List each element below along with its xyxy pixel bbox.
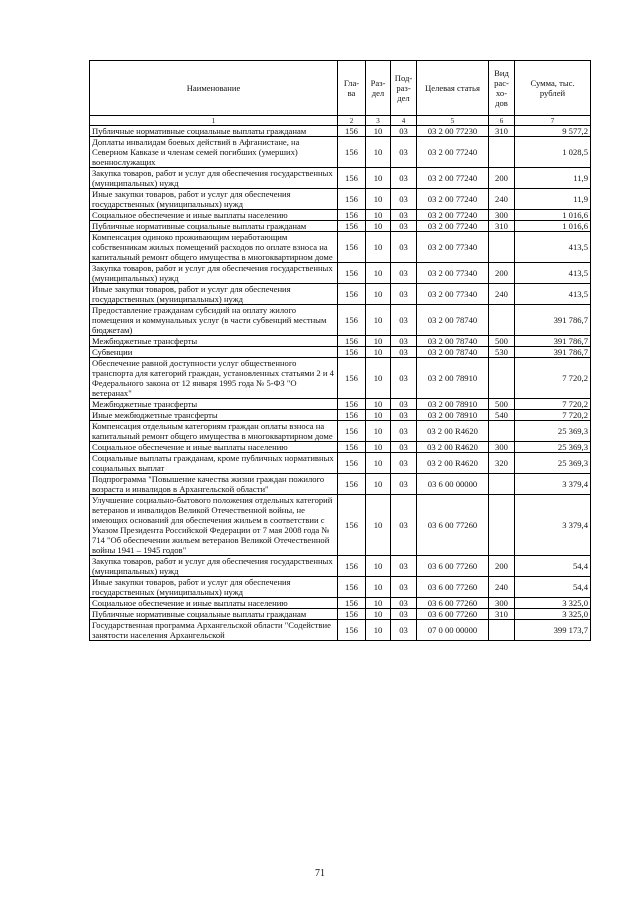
cell-razdel: 10 [366,442,391,453]
column-number: 5 [417,116,489,126]
cell-sum: 413,5 [515,284,591,305]
cell-name: Предоставление гражданам субсидий на оплату жилого помещения и коммунальных услуг (в части субвенций местным бюджетам) [90,305,338,336]
cell-glava: 156 [338,263,366,284]
cell-expense-type: 200 [489,263,515,284]
table-row [90,168,591,189]
cell-sum: 391 786,7 [515,347,591,358]
table-row [90,358,591,399]
cell-sum: 25 369,3 [515,421,591,442]
cell-sum: 7 720,2 [515,399,591,410]
cell-name: Компенсация одиноко проживающим неработающим собственникам жилых помещений расходов по оплате взноса на капитальный ремонт общего имущества в многоквартирном доме [90,232,338,263]
cell-glava: 156 [338,399,366,410]
table-row [90,210,591,221]
cell-name: Социальное обеспечение и иные выплаты населению [90,442,338,453]
cell-glava: 156 [338,210,366,221]
cell-expense-type [489,305,515,336]
cell-expense-type: 300 [489,442,515,453]
cell-expense-type: 200 [489,168,515,189]
cell-name: Обеспечение равной доступности услуг общественного транспорта для категорий граждан, установленных статьями 2 и 4 Федерального закона от 12 января 1995 года № 5-ФЗ "О ветеранах" [90,358,338,399]
cell-razdel: 10 [366,210,391,221]
cell-name: Закупка товаров, работ и услуг для обеспечения государственных (муниципальных) нужд [90,556,338,577]
cell-podrazdel: 03 [391,556,417,577]
cell-expense-type: 320 [489,453,515,474]
cell-razdel: 10 [366,284,391,305]
table-row [90,137,591,168]
cell-podrazdel: 03 [391,620,417,641]
cell-razdel: 10 [366,399,391,410]
column-number: 2 [338,116,366,126]
table-body [90,126,591,641]
cell-sum: 11,9 [515,168,591,189]
cell-podrazdel: 03 [391,263,417,284]
cell-razdel: 10 [366,263,391,284]
cell-podrazdel: 03 [391,221,417,232]
column-number: 7 [515,116,591,126]
cell-razdel: 10 [366,620,391,641]
cell-glava: 156 [338,347,366,358]
cell-podrazdel: 03 [391,336,417,347]
cell-sum: 7 720,2 [515,358,591,399]
budget-table [89,60,591,641]
cell-glava: 156 [338,453,366,474]
table-row [90,495,591,556]
cell-name: Межбюджетные трансферты [90,336,338,347]
cell-glava: 156 [338,556,366,577]
header-expense-type: Вид рас-хо-дов [489,61,515,116]
cell-podrazdel: 03 [391,137,417,168]
cell-glava: 156 [338,442,366,453]
cell-glava: 156 [338,620,366,641]
cell-target: 03 2 00 78740 [417,347,489,358]
cell-sum: 54,4 [515,577,591,598]
cell-name: Подпрограмма "Повышение качества жизни граждан пожилого возраста и инвалидов в Архангельской области" [90,474,338,495]
table-row [90,609,591,620]
cell-sum: 399 173,7 [515,620,591,641]
cell-expense-type: 240 [489,284,515,305]
column-number: 3 [366,116,391,126]
table-row [90,221,591,232]
cell-name: Закупка товаров, работ и услуг для обеспечения государственных (муниципальных) нужд [90,168,338,189]
cell-podrazdel: 03 [391,421,417,442]
cell-sum: 54,4 [515,556,591,577]
cell-razdel: 10 [366,421,391,442]
cell-podrazdel: 03 [391,232,417,263]
cell-podrazdel: 03 [391,305,417,336]
column-number: 1 [90,116,338,126]
cell-podrazdel: 03 [391,577,417,598]
cell-glava: 156 [338,189,366,210]
cell-sum: 1 028,5 [515,137,591,168]
table-header-row [90,61,591,116]
cell-podrazdel: 03 [391,609,417,620]
cell-target: 03 6 00 00000 [417,474,489,495]
cell-podrazdel: 03 [391,189,417,210]
cell-razdel: 10 [366,495,391,556]
cell-sum: 3 379,4 [515,495,591,556]
table-row [90,598,591,609]
cell-sum: 25 369,3 [515,442,591,453]
cell-razdel: 10 [366,358,391,399]
cell-expense-type [489,421,515,442]
cell-glava: 156 [338,495,366,556]
table-row [90,620,591,641]
cell-target: 03 2 00 78910 [417,410,489,421]
cell-razdel: 10 [366,556,391,577]
cell-razdel: 10 [366,336,391,347]
cell-razdel: 10 [366,347,391,358]
cell-sum: 413,5 [515,232,591,263]
cell-name: Иные закупки товаров, работ и услуг для обеспечения государственных (муниципальных) нужд [90,577,338,598]
table-row [90,284,591,305]
cell-name: Закупка товаров, работ и услуг для обеспечения государственных (муниципальных) нужд [90,263,338,284]
cell-expense-type: 310 [489,221,515,232]
cell-razdel: 10 [366,453,391,474]
cell-expense-type: 300 [489,210,515,221]
cell-sum: 391 786,7 [515,336,591,347]
cell-target: 03 2 00 77240 [417,168,489,189]
cell-razdel: 10 [366,305,391,336]
cell-expense-type [489,495,515,556]
cell-target: 03 2 00 R4620 [417,453,489,474]
cell-name: Публичные нормативные социальные выплаты гражданам [90,609,338,620]
cell-name: Улучшение социально-бытового положения отдельных категорий ветеранов и инвалидов Великой Отечественной войны, не имеющих оснований для обеспечения жильем в соответствии с Указом Президента Российской Федерации от 7 мая 2008 года № 714 "Об обеспечении жильем ветеранов Великой Отечественной войны 1941 – 1945 годов" [90,495,338,556]
column-number: 6 [489,116,515,126]
cell-expense-type [489,232,515,263]
cell-razdel: 10 [366,232,391,263]
table-row [90,305,591,336]
cell-target: 07 0 00 00000 [417,620,489,641]
cell-razdel: 10 [366,410,391,421]
cell-glava: 156 [338,305,366,336]
cell-glava: 156 [338,126,366,137]
cell-razdel: 10 [366,474,391,495]
cell-expense-type: 500 [489,399,515,410]
cell-expense-type: 200 [489,556,515,577]
cell-target: 03 2 00 77340 [417,263,489,284]
cell-razdel: 10 [366,137,391,168]
table-row [90,232,591,263]
cell-glava: 156 [338,577,366,598]
cell-target: 03 2 00 78910 [417,399,489,410]
cell-sum: 11,9 [515,189,591,210]
cell-razdel: 10 [366,598,391,609]
cell-podrazdel: 03 [391,399,417,410]
cell-glava: 156 [338,284,366,305]
cell-name: Социальное обеспечение и иные выплаты населению [90,598,338,609]
cell-target: 03 2 00 R4620 [417,421,489,442]
cell-target: 03 2 00 77240 [417,221,489,232]
table-row [90,453,591,474]
cell-glava: 156 [338,168,366,189]
cell-razdel: 10 [366,577,391,598]
table-row [90,399,591,410]
cell-podrazdel: 03 [391,358,417,399]
header-sum: Сумма, тыс. рублей [515,61,591,116]
cell-expense-type: 540 [489,410,515,421]
table-row [90,421,591,442]
cell-target: 03 2 00 78740 [417,336,489,347]
cell-glava: 156 [338,598,366,609]
cell-podrazdel: 03 [391,126,417,137]
cell-sum: 3 325,0 [515,598,591,609]
header-glava: Гла-ва [338,61,366,116]
cell-expense-type: 240 [489,577,515,598]
cell-podrazdel: 03 [391,495,417,556]
cell-expense-type: 530 [489,347,515,358]
cell-target: 03 2 00 77240 [417,137,489,168]
cell-target: 03 6 00 77260 [417,609,489,620]
cell-name: Публичные нормативные социальные выплаты гражданам [90,126,338,137]
cell-target: 03 2 00 78910 [417,358,489,399]
cell-expense-type: 310 [489,126,515,137]
table-row [90,263,591,284]
cell-sum: 1 016,6 [515,210,591,221]
cell-target: 03 2 00 77230 [417,126,489,137]
cell-podrazdel: 03 [391,210,417,221]
cell-expense-type: 310 [489,609,515,620]
cell-target: 03 6 00 77260 [417,598,489,609]
cell-razdel: 10 [366,126,391,137]
cell-glava: 156 [338,358,366,399]
cell-podrazdel: 03 [391,410,417,421]
cell-expense-type [489,137,515,168]
cell-target: 03 6 00 77260 [417,495,489,556]
cell-sum: 9 577,2 [515,126,591,137]
column-number: 4 [391,116,417,126]
cell-sum: 3 325,0 [515,609,591,620]
cell-name: Межбюджетные трансферты [90,399,338,410]
cell-target: 03 2 00 77340 [417,284,489,305]
cell-expense-type [489,620,515,641]
cell-podrazdel: 03 [391,347,417,358]
cell-target: 03 2 00 77240 [417,210,489,221]
cell-podrazdel: 03 [391,474,417,495]
cell-glava: 156 [338,137,366,168]
cell-sum: 1 016,6 [515,221,591,232]
table-row [90,347,591,358]
cell-name: Иные закупки товаров, работ и услуг для обеспечения государственных (муниципальных) нужд [90,189,338,210]
cell-sum: 391 786,7 [515,305,591,336]
header-razdel: Раз-дел [366,61,391,116]
cell-target: 03 2 00 77240 [417,189,489,210]
cell-glava: 156 [338,421,366,442]
cell-razdel: 10 [366,221,391,232]
cell-glava: 156 [338,609,366,620]
cell-sum: 7 720,2 [515,410,591,421]
cell-razdel: 10 [366,609,391,620]
cell-expense-type: 500 [489,336,515,347]
table-row [90,577,591,598]
cell-podrazdel: 03 [391,453,417,474]
cell-sum: 413,5 [515,263,591,284]
cell-name: Доплаты инвалидам боевых действий в Афганистане, на Северном Кавказе и членам семей погибших (умерших) военнослужащих [90,137,338,168]
table-row [90,189,591,210]
cell-name: Субвенции [90,347,338,358]
column-number-row [90,116,591,126]
page-number: 71 [315,868,325,879]
cell-glava: 156 [338,336,366,347]
cell-target: 03 2 00 77340 [417,232,489,263]
cell-target: 03 2 00 R4620 [417,442,489,453]
cell-podrazdel: 03 [391,284,417,305]
table-row [90,442,591,453]
cell-name: Иные закупки товаров, работ и услуг для обеспечения государственных (муниципальных) нужд [90,284,338,305]
table-row [90,126,591,137]
cell-expense-type [489,358,515,399]
header-podrazdel: Под-раз-дел [391,61,417,116]
cell-name: Государственная программа Архангельской области "Содействие занятости населения Архангельской [90,620,338,641]
cell-name: Публичные нормативные социальные выплаты гражданам [90,221,338,232]
cell-target: 03 6 00 77260 [417,556,489,577]
cell-glava: 156 [338,232,366,263]
cell-expense-type: 300 [489,598,515,609]
cell-target: 03 6 00 77260 [417,577,489,598]
table-row [90,336,591,347]
cell-expense-type [489,474,515,495]
header-target: Целевая статья [417,61,489,116]
cell-glava: 156 [338,474,366,495]
cell-sum: 25 369,3 [515,453,591,474]
cell-glava: 156 [338,410,366,421]
cell-sum: 3 379,4 [515,474,591,495]
cell-name: Компенсация отдельным категориям граждан оплаты взноса на капитальный ремонт общего имущества в многоквартирном доме [90,421,338,442]
cell-glava: 156 [338,221,366,232]
header-name: Наименование [90,61,338,116]
cell-razdel: 10 [366,168,391,189]
table-row [90,410,591,421]
table-row [90,474,591,495]
cell-name: Социальное обеспечение и иные выплаты населению [90,210,338,221]
cell-expense-type: 240 [489,189,515,210]
cell-target: 03 2 00 78740 [417,305,489,336]
cell-name: Иные межбюджетные трансферты [90,410,338,421]
cell-razdel: 10 [366,189,391,210]
table-row [90,556,591,577]
cell-podrazdel: 03 [391,442,417,453]
cell-podrazdel: 03 [391,598,417,609]
cell-podrazdel: 03 [391,168,417,189]
cell-name: Социальные выплаты гражданам, кроме публичных нормативных социальных выплат [90,453,338,474]
